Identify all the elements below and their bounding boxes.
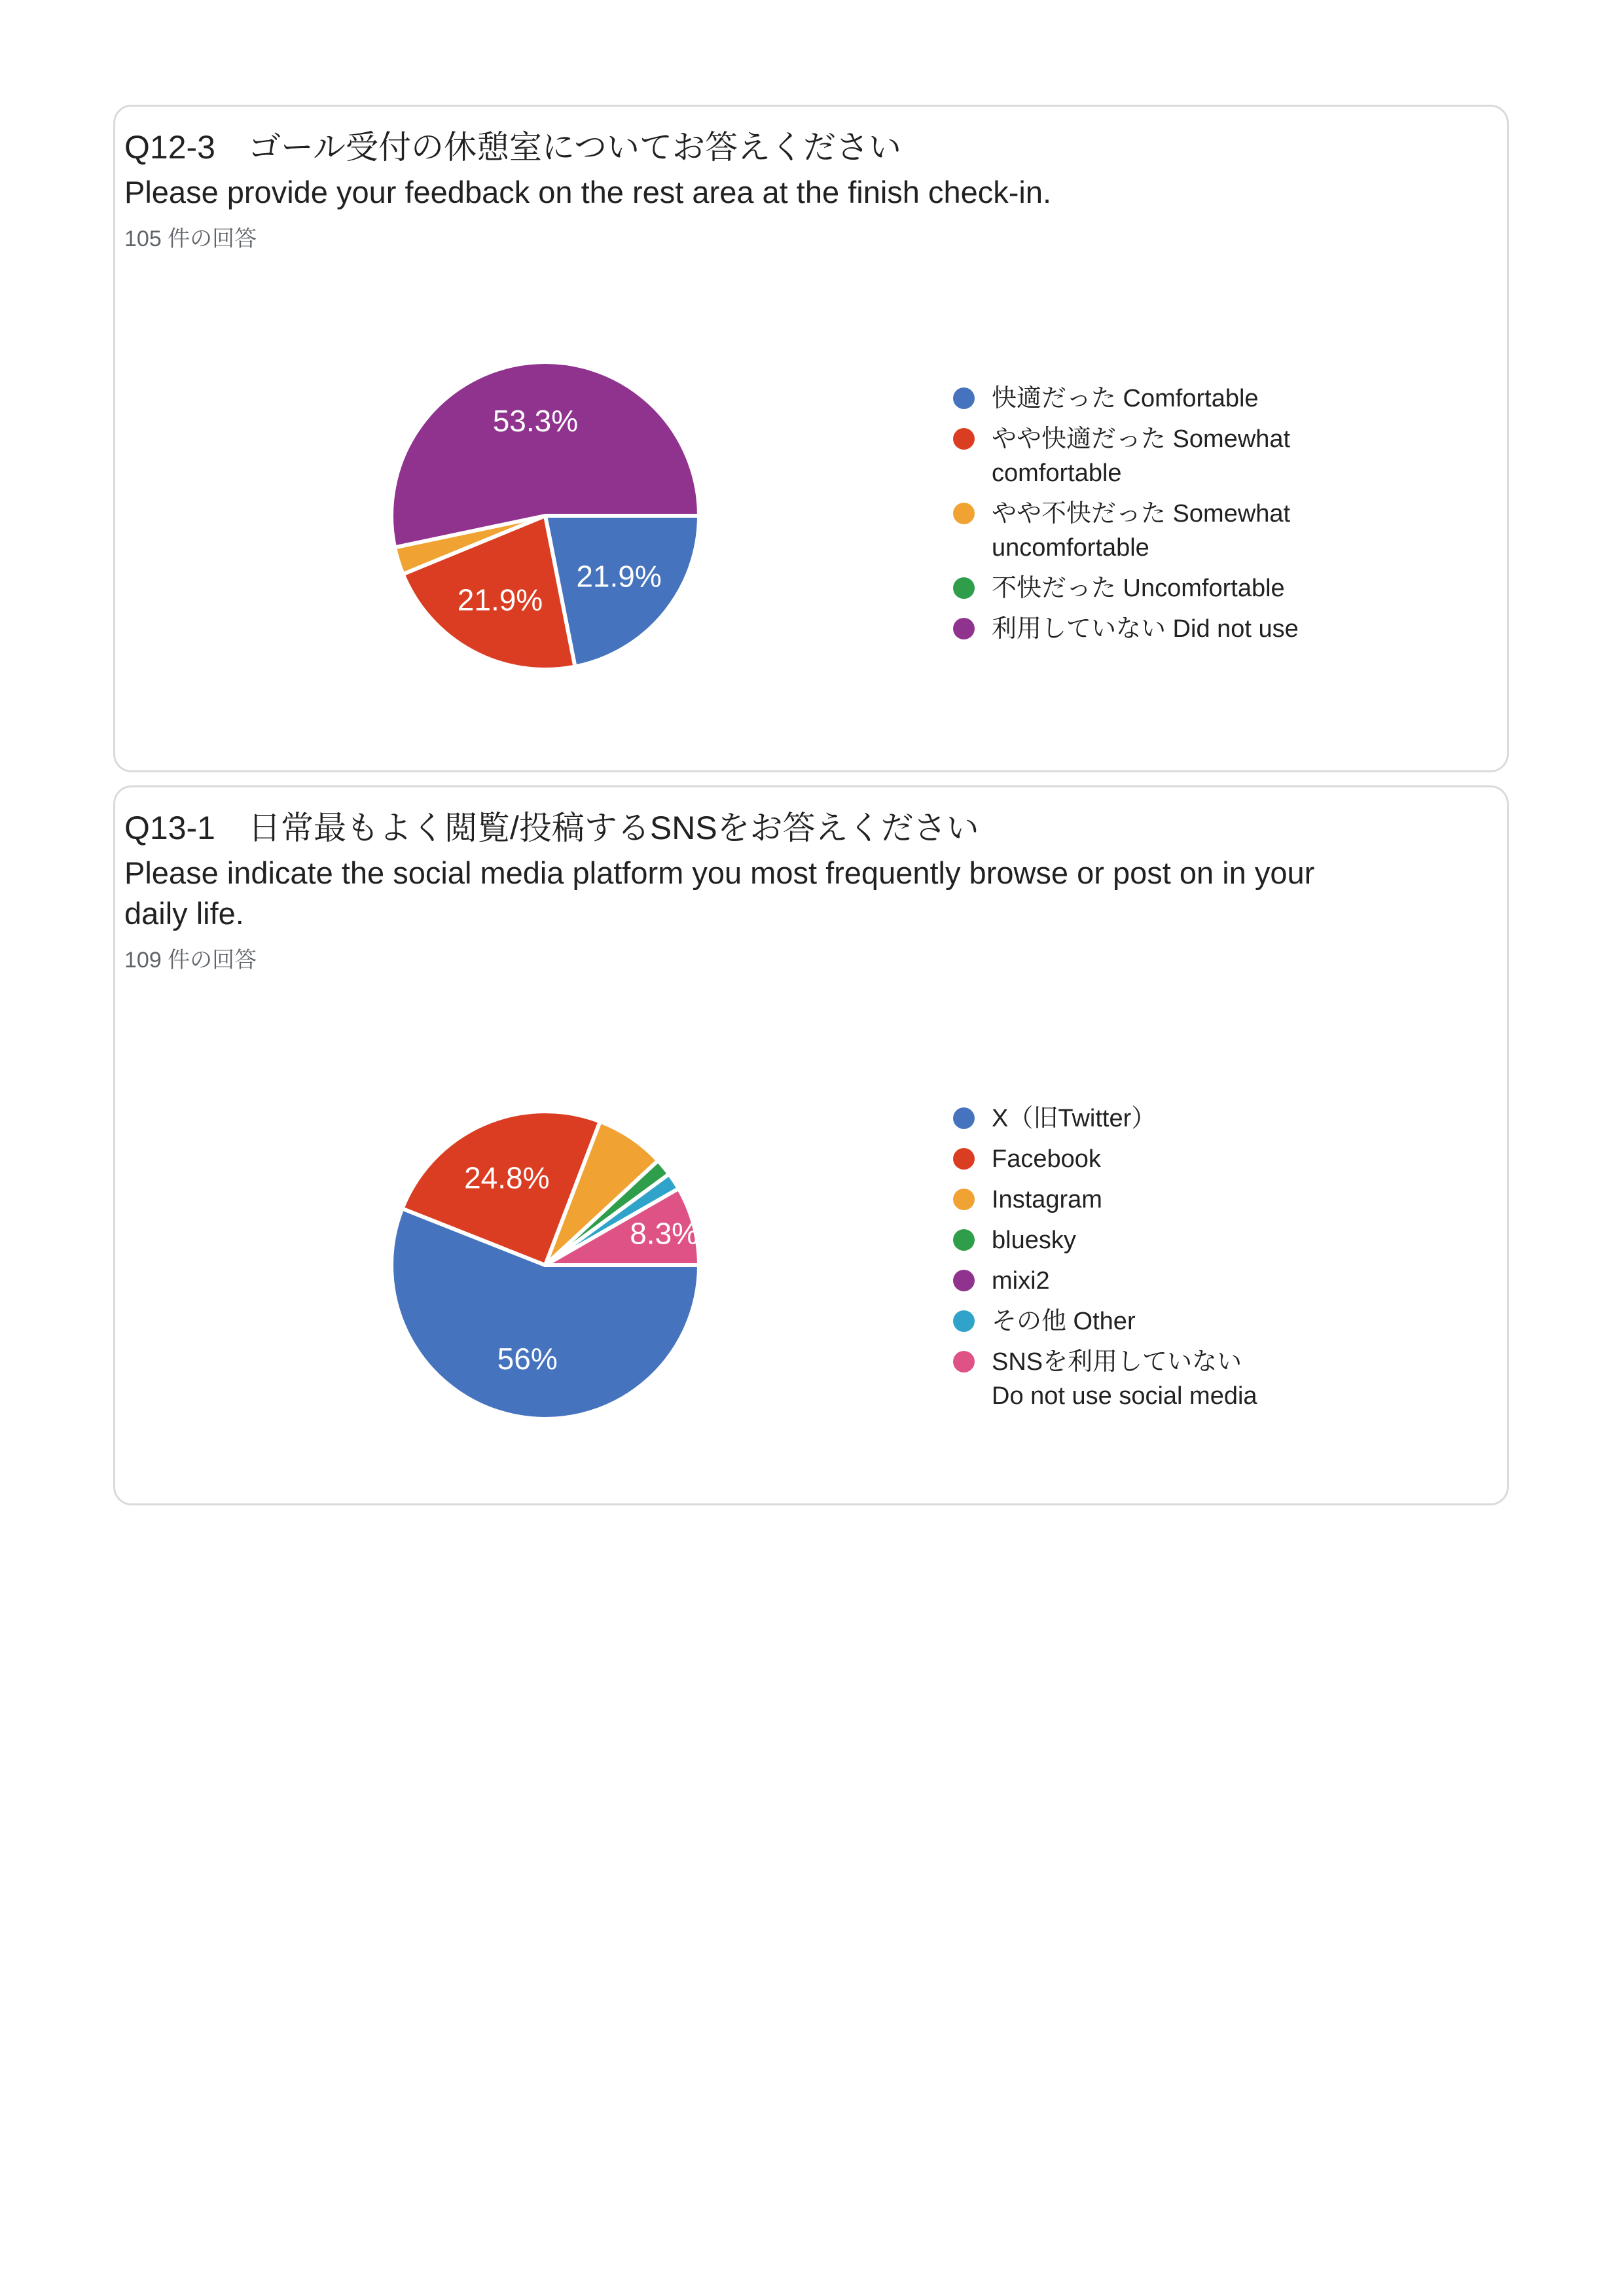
legend-label: X（旧Twitter）: [992, 1105, 1157, 1132]
legend-color-dot: [953, 1189, 975, 1210]
legend-item-4: [953, 1264, 1372, 1298]
pie-chart-q13-1: [362, 1082, 729, 1448]
slice-percent-label: 21.9%: [457, 583, 543, 617]
legend-color-dot: [953, 1107, 975, 1129]
legend-item-1: [953, 422, 1372, 490]
legend-color-dot: [953, 1351, 975, 1372]
question-card-q12-3: [113, 105, 1509, 772]
legend-item-2: [953, 497, 1372, 565]
question-title: Q13-1 日常最もよく閲覧/投稿するSNSをお答えください: [124, 810, 979, 846]
slice-percent-label: 53.3%: [492, 404, 579, 439]
legend-item-6: [953, 1345, 1372, 1413]
legend-item-3: [953, 571, 1372, 605]
legend-item-5: [953, 1304, 1372, 1338]
legend-item-3: [953, 1223, 1372, 1257]
legend-item-1: [953, 1142, 1372, 1176]
legend-item-2: [953, 1183, 1372, 1217]
legend-label: 快適だった Comfortable: [992, 385, 1259, 412]
response-count: 105 件の回答: [124, 226, 257, 251]
legend-color-dot: [953, 387, 975, 409]
legend-label: 不快だった Uncomfortable: [992, 575, 1285, 602]
legend-item-0: [953, 382, 1372, 416]
legend-item-4: [953, 612, 1372, 646]
slice-percent-label: 21.9%: [576, 559, 662, 594]
chart-legend: [953, 382, 1372, 653]
question-card-q13-1: [113, 785, 1509, 1505]
legend-label: やや快適だった Somewhat comfortable: [992, 425, 1291, 487]
legend-label: やや不快だった Somewhat uncomfortable: [992, 500, 1291, 562]
legend-label: bluesky: [992, 1227, 1076, 1254]
legend-label: その他 Other: [992, 1308, 1136, 1335]
legend-color-dot: [953, 618, 975, 639]
legend-color-dot: [953, 1229, 975, 1251]
response-count: 109 件の回答: [124, 948, 257, 973]
legend-color-dot: [953, 1310, 975, 1332]
legend-color-dot: [953, 577, 975, 599]
legend-label: Facebook: [992, 1145, 1101, 1173]
legend-color-dot: [953, 503, 975, 524]
slice-percent-label: 56%: [497, 1342, 558, 1376]
slice-percent-label: 24.8%: [464, 1160, 550, 1195]
question-subtitle: Please indicate the social media platform you most frequently browse or post on in your daily life.: [124, 855, 1315, 931]
slice-percent-label: 8.3%: [630, 1216, 699, 1251]
legend-label: 利用していない Did not use: [992, 615, 1299, 643]
legend-color-dot: [953, 1270, 975, 1291]
legend-color-dot: [953, 1148, 975, 1170]
legend-item-0: [953, 1102, 1372, 1136]
legend-color-dot: [953, 428, 975, 450]
question-subtitle: Please provide your feedback on the rest area at the finish check-in.: [124, 175, 1052, 209]
legend-label: SNSを利用していない Do not use social media: [992, 1348, 1257, 1410]
chart-legend: [953, 1102, 1372, 1420]
legend-label: Instagram: [992, 1186, 1102, 1213]
question-title: Q12-3 ゴール受付の休憩室についてお答えください: [124, 129, 901, 166]
legend-label: mixi2: [992, 1267, 1050, 1295]
pie-chart-q12-3: [362, 332, 729, 699]
